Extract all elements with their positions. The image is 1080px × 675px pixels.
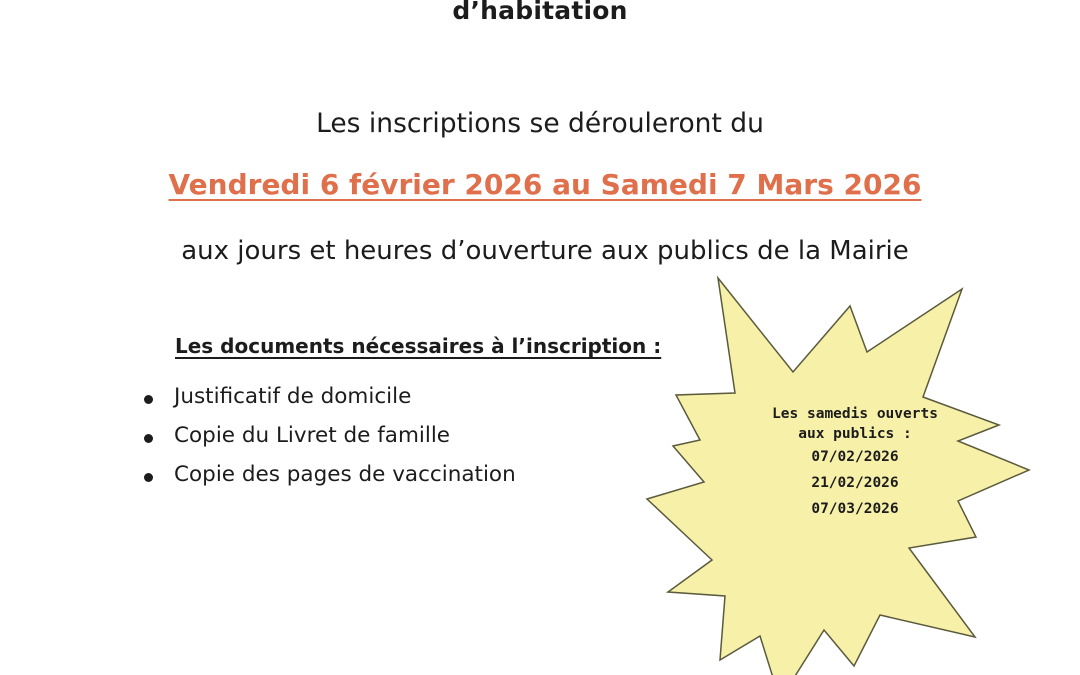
open-saturdays-line1: Les samedis ouverts [772,406,938,422]
documents-list [144,384,516,501]
open-saturdays-line2: aux publics : [798,426,912,442]
open-saturday-date: 21/02/2026 [811,475,899,491]
list-item [144,384,516,423]
document-item-label: Copie du Livret de famille [174,423,451,448]
list-item [144,423,516,462]
bullet-icon [144,395,153,404]
page-title-fragment: d’habitation [452,0,628,25]
bullet-icon [144,473,153,482]
open-saturday-date: 07/02/2026 [811,449,899,465]
opening-hours-text: aux jours et heures d’ouverture aux publics de la Mairie [181,236,909,266]
document-item-label: Copie des pages de vaccination [174,462,516,487]
open-saturday-date: 07/03/2026 [811,501,899,517]
open-saturdays-text [740,404,970,522]
document-item-label: Justificatif de domicile [174,384,412,409]
bullet-icon [144,434,153,443]
list-item [144,462,516,501]
intro-text: Les inscriptions se dérouleront du [316,108,764,139]
registration-dates-text: Vendredi 6 février 2026 au Samedi 7 Mars 2026 [168,168,922,201]
documents-title: Les documents nécessaires à l’inscription : [175,334,662,358]
registration-dates [0,168,1080,201]
